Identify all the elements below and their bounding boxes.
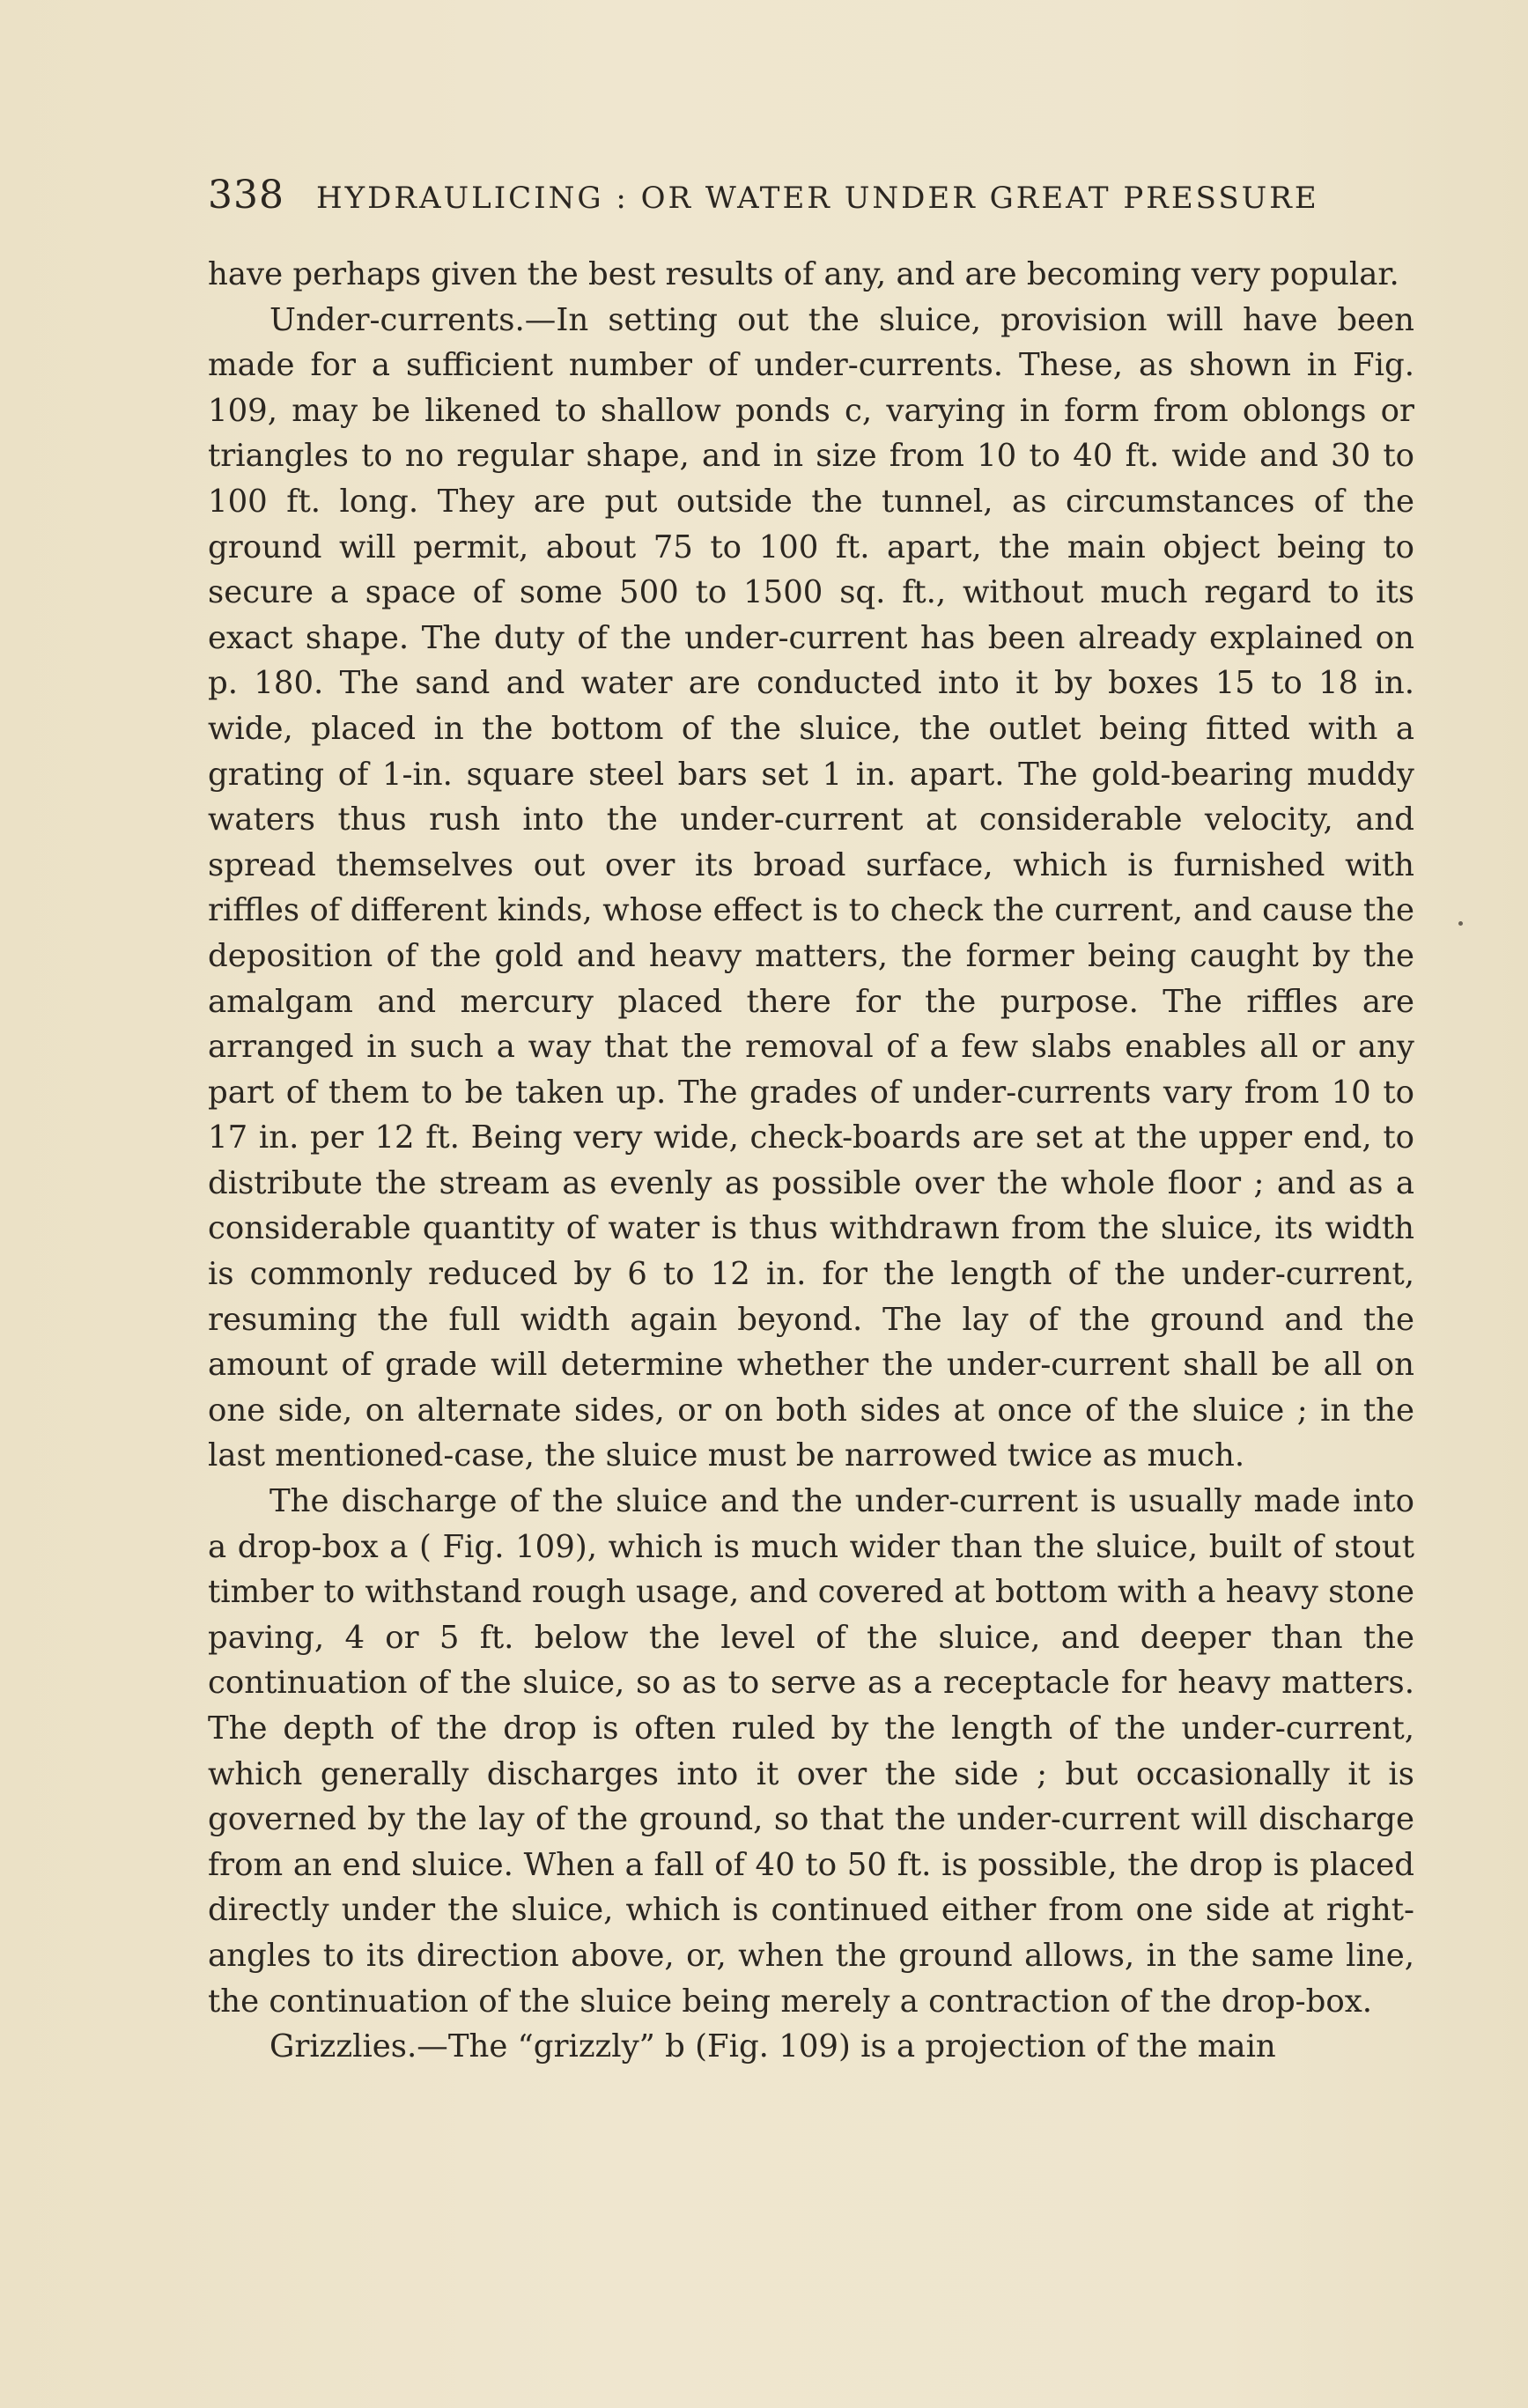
page-number: 338: [208, 173, 284, 218]
ink-speck: [1458, 921, 1463, 926]
running-title: HYDRAULICING : OR WATER UNDER GREAT PRESSURE: [315, 181, 1319, 216]
running-head: [208, 173, 1414, 225]
paragraph-drop-box: [208, 1479, 1414, 2024]
body-text: [208, 252, 1414, 2070]
paragraph-text: The discharge of the sluice and the under-current is usually made into a drop-box a ( Fig. 109), which is much wider than the sluice, built of stout timber to withstand rough usage, and covered at bottom with a heavy stone paving, 4 or 5 ft. below the level of the sluice, and deeper than the continuation of the sluice, so as to serve as a receptacle for heavy matters. The depth of the drop is often ruled by the length of the under-current, which generally discharges into it over the side ; but occasionally it is governed by the lay of the ground, so that the under-current will discharge from an end sluice. When a fall of 40 to 50 ft. is possible, the drop is placed directly under the sluice, which is continued either from one side at right-angles to its direction above, or, when the ground allows, in the same line, the continuation of the sluice being merely a contraction of the drop-box.: [208, 1483, 1414, 2020]
paragraph-grizzlies: [208, 2024, 1414, 2070]
section-heading-grizzlies: Grizzlies.—: [269, 2028, 448, 2065]
paragraph-continuation: [208, 252, 1414, 298]
paragraph-text: The “grizzly” b (Fig. 109) is a projection of the main: [447, 2028, 1276, 2065]
section-heading-under-currents: Under-currents.—: [269, 301, 557, 338]
paragraph-text: have perhaps given the best results of any, and are becoming very popular.: [208, 256, 1399, 292]
paragraph-text: In setting out the sluice, provision will have been made for a sufficient number of under-currents. These, as shown in Fig. 109, may be likened to shallow ponds c, varying in form from oblongs or triangles to no regular shape, and in size from 10 to 40 ft. wide and 30 to 100 ft. long. They are put outside the tunnel, as circumstances of the ground will permit, about 75 to 100 ft. apart, the main object being to secure a space of some 500 to 1500 sq. ft., without much regard to its exact shape. The duty of the under-current has been already explained on p. 180. The sand and water are conducted into it by boxes 15 to 18 in. wide, placed in the bottom of the sluice, the outlet being fitted with a grating of 1-in. square steel bars set 1 in. apart. The gold-bearing muddy waters thus rush into the under-current at considerable velocity, and spread themselves out over its broad surface, which is furnished with riffles of different kinds, whose effect is to check the current, and cause the deposition of the gold and heavy matters, the former being caught by the amalgam and mercury placed there for the purpose. The riffles are arranged in such a way that the removal of a few slabs enables all or any part of them to be taken up. The grades of under-currents vary from 10 to 17 in. per 12 ft. Being very wide, check-boards are set at the upper end, to distribute the stream as evenly as possible over the whole floor ; and as a considerable quantity of water is thus withdrawn from the sluice, its width is commonly reduced by 6 to 12 in. for the length of the under-current, resuming the full width again beyond. The lay of the ground and the amount of grade will determine whether the under-current shall be all on one side, on alternate sides, or on both sides at once of the sluice ; in the last mentioned-case, the sluice must be narrowed twice as much.: [208, 301, 1414, 1474]
paragraph-under-currents: [208, 298, 1414, 1479]
